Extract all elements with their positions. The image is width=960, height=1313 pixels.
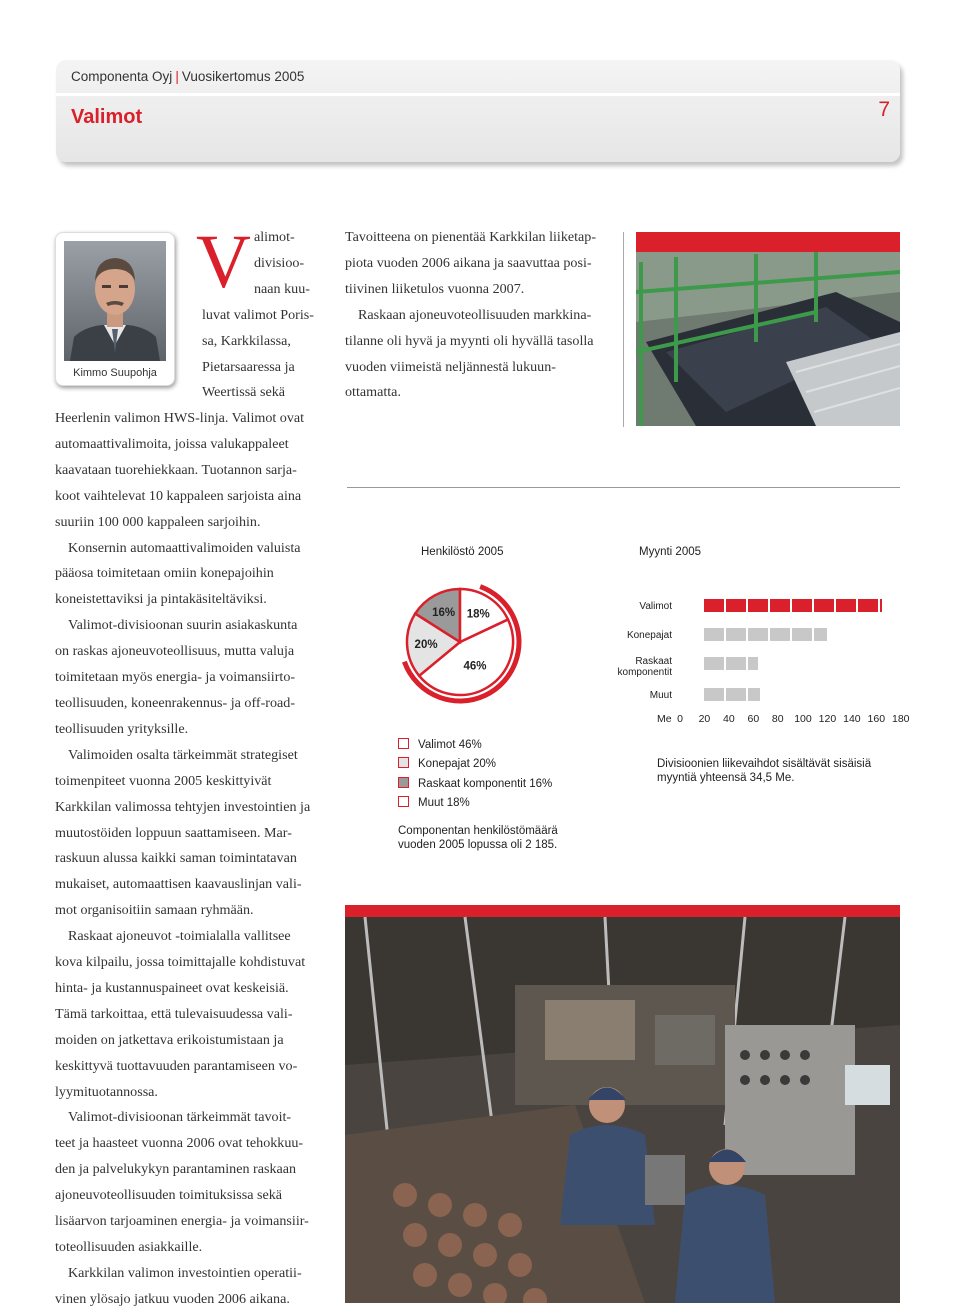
legend-label: Muut 18%	[418, 797, 470, 809]
intro-line: divisioo-	[254, 254, 305, 271]
body-line: on raskas ajoneuvoteollisuus, mutta valuja	[55, 643, 295, 660]
bar-segment	[748, 599, 768, 612]
body-line: vinen ylösajo jatkuu vuoden 2006 aikana.	[55, 1290, 290, 1307]
body-column-1	[55, 406, 325, 1313]
pie-legend-item	[398, 757, 496, 770]
legend-swatch	[398, 757, 409, 768]
body-line: pääosa toimitetaan omiin konepajoihin	[55, 565, 274, 582]
bar-segment	[880, 599, 882, 612]
bar-segment	[726, 599, 746, 612]
bar-category-label	[618, 656, 672, 678]
pie-slice-label: 46%	[463, 660, 487, 673]
bar-axis-tick: 140	[843, 713, 861, 725]
body-line: suuriin 100 000 kappaleen sarjoihin.	[55, 513, 261, 530]
column-divider	[623, 232, 624, 427]
body-line: koot vaihtelevat 10 kappaleen sarjoista aina	[55, 487, 302, 504]
bar-axis-tick: 40	[723, 713, 735, 725]
body-line: muutostöiden loppuun saattamiseen. Mar-	[55, 824, 292, 841]
bar-category-label-line: Konepajat	[626, 630, 672, 641]
intro-line: alimot-	[254, 229, 295, 245]
body-line: toteollisuuden asiakkaille.	[55, 1239, 203, 1255]
intro-line: Pietarsaaressa ja	[202, 358, 295, 375]
legend-label: Valimot 46%	[418, 739, 482, 751]
pie-chart-title: Henkilöstö 2005	[421, 546, 504, 558]
bar-note-line: Divisioonien liikevaihdot sisältävät sisäisiä	[657, 758, 872, 770]
legend-swatch	[398, 796, 409, 807]
body-line: piota vuoden 2006 aikana ja saavuttaa posi-	[345, 254, 592, 271]
bar-category-label	[639, 601, 672, 612]
pie-slice-label: 20%	[414, 639, 438, 652]
body-column-2	[345, 225, 615, 406]
bar-segment	[814, 628, 827, 641]
pie-note-line: vuoden 2005 lopussa oli 2 185.	[398, 839, 558, 851]
header-panel	[56, 60, 900, 162]
body-line: ottamatta.	[345, 384, 401, 401]
portrait-caption: Kimmo Suupohja	[73, 367, 157, 379]
bar-axis-tick: 80	[771, 713, 784, 725]
body-line: Valimoiden osalta tärkeimmät strategiset	[68, 746, 298, 763]
portrait-card	[55, 232, 175, 386]
body-line: koneistettaviksi ja pintakäsiteltäviksi.	[55, 591, 267, 608]
bar-category-label	[627, 630, 672, 641]
bar-segment	[726, 657, 746, 670]
body-line: teet ja haasteet vuonna 2006 ovat tehokkuu-	[55, 1135, 304, 1152]
intro-text	[202, 225, 332, 406]
pie-note-line: Componentan henkilöstömäärä	[398, 825, 558, 837]
bar-segment	[858, 599, 878, 612]
header-company	[71, 69, 304, 84]
foundry-photo-bottom	[345, 905, 900, 1303]
body-line: toimitetaan myös energia- ja voimansiirto-	[55, 669, 296, 686]
bar-category-label-line: Raskaat	[635, 656, 672, 667]
bar-category-label-line: Muut	[649, 690, 672, 701]
body-line: teollisuuden yrityksille.	[55, 720, 189, 737]
bar-axis-tick: 60	[747, 713, 760, 725]
chart-separator	[347, 487, 900, 488]
bar-axis-tick: 0	[677, 713, 683, 725]
bar-segment	[770, 599, 790, 612]
body-line: tiivinen liiketulos vuonna 2007.	[345, 280, 525, 297]
body-line: Karkkilan valimossa tehtyjen investointien ja	[55, 798, 311, 815]
body-line: Konsernin automaattivalimoiden valuista	[68, 539, 301, 556]
body-line: Raskaan ajoneuvoteollisuuden markkina-	[358, 306, 592, 323]
bar-segment	[792, 628, 812, 641]
section-title: Valimot	[71, 106, 143, 128]
body-line: Valimot-divisioonan suurin asiakaskunta	[68, 617, 298, 634]
drop-cap: V	[196, 220, 251, 304]
body-line: ajoneuvoteollisuuden toimituksissa sekä	[55, 1187, 283, 1204]
body-line: den ja palvelukykyn parantaminen raskaan	[55, 1161, 297, 1178]
foundry-photo-top	[636, 232, 900, 426]
header-divider	[56, 93, 900, 96]
body-line: teollisuuden, koneenrakennus- ja off-road-	[55, 694, 296, 711]
pie-legend-item	[398, 738, 482, 751]
body-line: automaattivalimoita, joissa valukappaleet	[55, 435, 289, 452]
body-line: lyymituotannossa.	[55, 1083, 158, 1100]
bar-segment	[726, 688, 746, 701]
portrait-photo	[64, 241, 166, 361]
body-line: raskuun alussa kaikki saman toimintatavan	[55, 850, 297, 867]
legend-swatch	[398, 738, 409, 749]
page-number: 7	[878, 98, 890, 121]
legend-label: Raskaat komponentit 16%	[418, 778, 553, 790]
bar-segment	[726, 628, 746, 641]
body-line: Tämä tarkoittaa, että tulevaisuudessa vali-	[55, 1005, 293, 1022]
body-line: Heerlenin valimon HWS-linja. Valimot ovat	[55, 410, 305, 426]
bar-category-label	[650, 690, 672, 701]
body-line: tilanne oli hyvä ja myynti oli hyvällä tasolla	[345, 332, 594, 349]
intro-line: luvat valimot Poris-	[202, 306, 314, 323]
body-line: Raskaat ajoneuvot -toimialalla vallitsee	[68, 928, 291, 945]
pie-slice-label: 16%	[432, 607, 456, 620]
bar-segment	[748, 628, 768, 641]
body-line: mukaiset, automaattisen kaavauslinjan vali-	[55, 876, 302, 893]
body-line: vuoden viimeistä neljännestä lukuun-	[345, 358, 556, 375]
body-line: lisäarvon tarjoaminen energia- ja voimansiir-	[55, 1213, 309, 1230]
body-line: kaavataan tuorehiekkaan. Tuotannon sarja-	[55, 461, 297, 478]
pie-slice-label: 18%	[466, 608, 490, 621]
bar-axis-tick: 120	[818, 713, 837, 725]
bar-segment	[748, 688, 760, 701]
bar-category-label-line: Valimot	[639, 601, 672, 612]
body-line: Valimot-divisioonan tärkeimmät tavoit-	[68, 1109, 292, 1126]
body-line: kova kilpailu, jossa toimittajalle kohdistuvat	[55, 954, 306, 971]
bar-chart-title: Myynti 2005	[639, 546, 702, 558]
bar-segment	[814, 599, 834, 612]
intro-line: sa, Karkkilassa,	[202, 332, 291, 349]
pie-legend-item	[398, 777, 552, 790]
body-line: moiden on jatkettava erikoistumistaan ja	[55, 1031, 284, 1048]
intro-line: naan kuu-	[254, 280, 310, 297]
bar-segment	[704, 628, 724, 641]
report-name: Vuosikertomus 2005	[181, 69, 305, 84]
bar-note-line: myyntiä yhteensä 34,5 Me.	[657, 772, 795, 784]
intro-line: Weertissä sekä	[202, 384, 285, 401]
bar-axis-tick: 20	[698, 713, 711, 725]
header-separator: |	[175, 69, 179, 84]
body-line: Karkkilan valimon investointien operatii-	[68, 1264, 302, 1281]
bar-segment	[704, 688, 724, 701]
body-line: hinta- ja kustannuspaineet ovat keskeisiä.	[55, 979, 289, 996]
body-line: mot organisoitiin samaan ryhmään.	[55, 902, 254, 919]
body-line: Tavoitteena on pienentää Karkkilan liiketap-	[345, 229, 597, 245]
bar-segment	[770, 628, 790, 641]
bar-axis-tick: 180	[892, 713, 910, 725]
bar-segment	[704, 599, 724, 612]
bar-segment	[748, 657, 758, 670]
pie-legend-item	[398, 796, 470, 809]
bar-segment	[704, 657, 724, 670]
legend-label: Konepajat 20%	[418, 758, 497, 770]
body-line: toimenpiteet vuonna 2005 keskittyivät	[55, 772, 272, 789]
bar-note	[657, 757, 871, 785]
bar-axis-label: Me	[657, 713, 672, 725]
legend-swatch	[398, 777, 409, 788]
bar-segment	[792, 599, 812, 612]
bar-axis-tick: 100	[794, 713, 812, 725]
bar-category-label-line: komponentit	[617, 667, 672, 678]
bar-axis-tick: 160	[867, 713, 886, 725]
pie-note	[398, 824, 558, 852]
pie-chart	[398, 575, 523, 723]
bar-segment	[836, 599, 856, 612]
company-name: Componenta Oyj	[71, 69, 173, 84]
body-line: keskittyvä tuottavuuden parantamiseen vo-	[55, 1057, 298, 1074]
